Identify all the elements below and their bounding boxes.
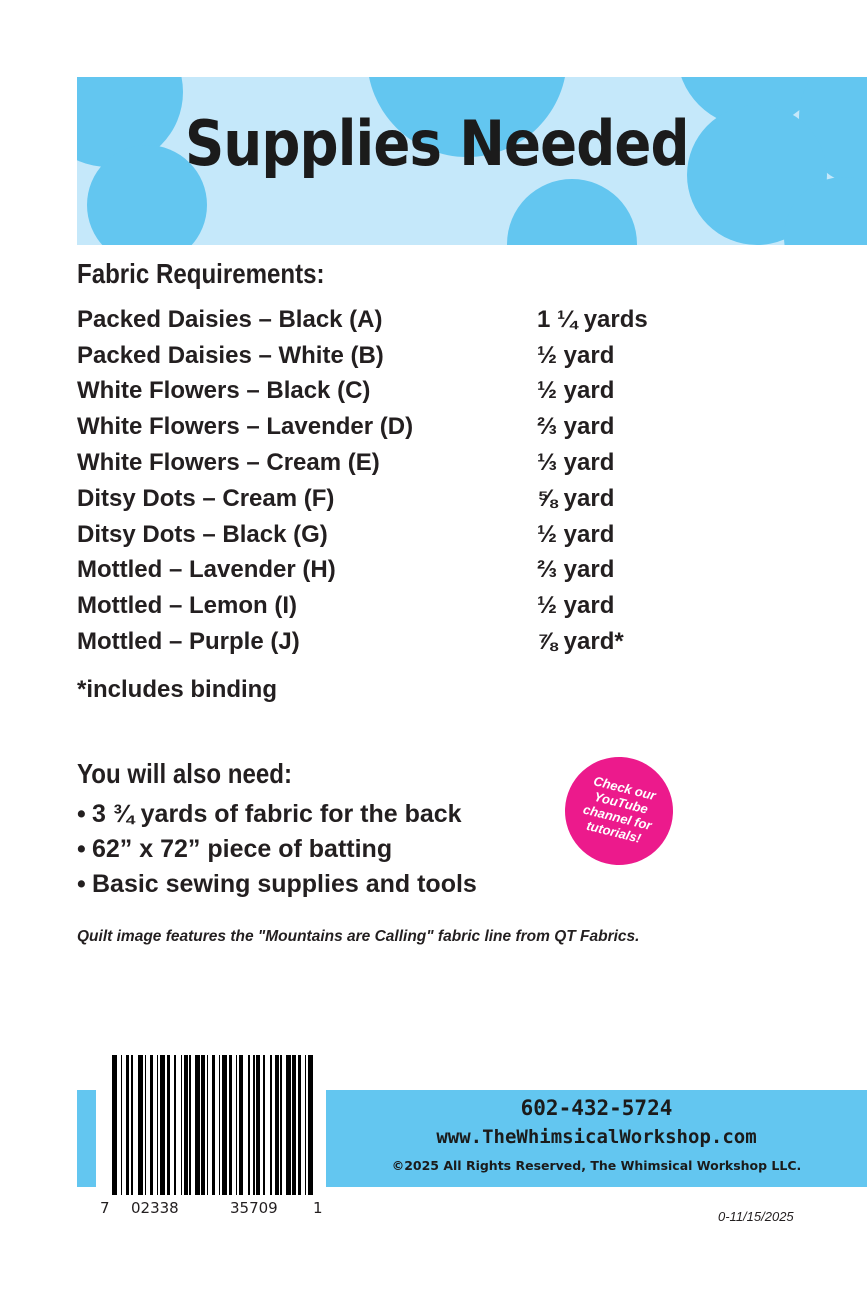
barcode-digit: 1	[313, 1199, 323, 1217]
fabric-name: Ditsy Dots – Black (G)	[77, 520, 328, 548]
youtube-badge	[554, 746, 685, 877]
phone-number: 602-432-5724	[520, 1096, 673, 1120]
fabric-credit: Quilt image features the "Mountains are Calling" fabric line from QT Fabrics.	[77, 928, 640, 945]
fabric-amount: ⅓ yard	[537, 449, 615, 477]
fabric-name: White Flowers – Cream (E)	[77, 449, 380, 477]
fabric-amount: ⅞ yard*	[537, 628, 624, 656]
fabric-name: Mottled – Lemon (I)	[77, 592, 297, 620]
fabric-name: Ditsy Dots – Cream (F)	[77, 484, 335, 512]
fabric-amount: ⅝ yard	[537, 484, 615, 512]
fabric-row	[77, 338, 717, 374]
fabric-row	[77, 517, 717, 553]
fabric-name: Packed Daisies – White (B)	[77, 341, 384, 369]
footer-strip	[77, 1090, 96, 1187]
also-need-heading: You will also need:	[77, 758, 292, 789]
barcode	[112, 1055, 317, 1195]
barcode-digit: 7	[100, 1199, 110, 1217]
fabric-list	[77, 302, 717, 660]
fabric-amount: 1 ¼ yards	[537, 305, 648, 333]
list-item-text: Basic sewing supplies and tools	[92, 870, 477, 898]
fabric-name: White Flowers – Black (C)	[77, 377, 371, 405]
list-item	[77, 797, 477, 832]
fabric-name: Mottled – Purple (J)	[77, 628, 300, 656]
contact-bar	[326, 1090, 867, 1187]
banner-dot	[507, 179, 637, 245]
fabric-name: White Flowers – Lavender (D)	[77, 413, 414, 441]
fabric-row	[77, 374, 717, 410]
barcode-digit: 35709	[230, 1199, 278, 1217]
website-link[interactable]: www.TheWhimsicalWorkshop.com	[436, 1126, 757, 1148]
fabric-row	[77, 624, 717, 660]
bullet: •	[77, 870, 86, 898]
barcode-bar	[313, 1055, 316, 1195]
fabric-name: Packed Daisies – Black (A)	[77, 305, 383, 333]
bullet: •	[77, 835, 86, 863]
list-item	[77, 867, 477, 902]
revision-date: 0-11/15/2025	[718, 1209, 794, 1224]
also-need-list	[77, 797, 477, 902]
fabric-amount: ½ yard	[537, 377, 615, 405]
header-banner	[77, 77, 867, 245]
fabric-row	[77, 409, 717, 445]
fabric-name: Mottled – Lavender (H)	[77, 556, 336, 584]
fabric-amount: ½ yard	[537, 341, 615, 369]
page-title: Supplies Needed	[185, 107, 689, 180]
bullet: •	[77, 800, 86, 828]
fabric-amount: ⅔ yard	[537, 556, 615, 584]
fabric-row	[77, 588, 717, 624]
fabric-heading: Fabric Requirements:	[77, 258, 325, 289]
badge-text: Check our YouTube channel for tutorials!	[581, 773, 658, 846]
list-item	[77, 832, 477, 867]
barcode-digit: 02338	[131, 1199, 179, 1217]
fabric-row	[77, 445, 717, 481]
list-item-text: 3 ¾ yards of fabric for the back	[92, 800, 462, 828]
binding-note: *includes binding	[77, 676, 278, 703]
copyright: ©2025 All Rights Reserved, The Whimsical Workshop LLC.	[391, 1158, 802, 1173]
list-item-text: 62” x 72” piece of batting	[92, 835, 393, 863]
fabric-row	[77, 302, 717, 338]
fabric-amount: ½ yard	[537, 520, 615, 548]
fabric-row	[77, 553, 717, 589]
fabric-row	[77, 481, 717, 517]
fabric-amount: ⅔ yard	[537, 413, 615, 441]
fabric-amount: ½ yard	[537, 592, 615, 620]
